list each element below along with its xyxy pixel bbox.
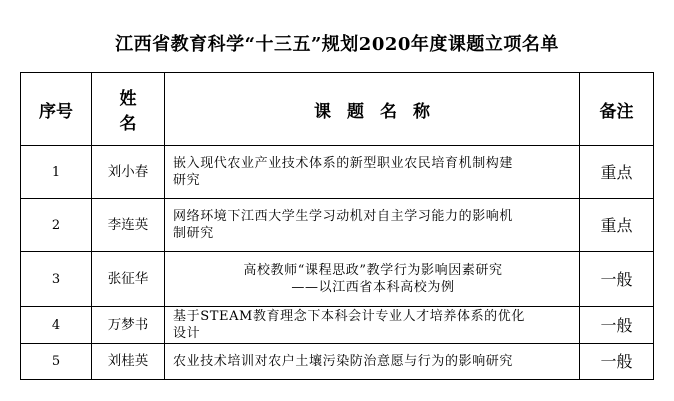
table-row xyxy=(21,344,654,380)
project-title xyxy=(165,344,580,380)
project-title-line2: 制研究 xyxy=(173,226,214,241)
project-title-line2: 研究 xyxy=(173,173,201,188)
project-level: 重点 xyxy=(580,199,654,252)
researcher-name: 张征华 xyxy=(92,252,165,307)
table-header-row xyxy=(21,73,654,146)
header-title: 课题名称 xyxy=(165,73,580,146)
project-level: 一般 xyxy=(580,307,654,344)
researcher-name: 刘桂英 xyxy=(92,344,165,380)
project-title-line1: 嵌入现代农业产业技术体系的新型职业农民培育机制构建 xyxy=(173,156,514,171)
project-title xyxy=(165,252,580,307)
project-level: 一般 xyxy=(580,344,654,380)
project-title-line1: 网络环境下江西大学生学习动机对自主学习能力的影响机 xyxy=(173,209,514,224)
table-row xyxy=(21,307,654,344)
researcher-name: 李连英 xyxy=(92,199,165,252)
row-number: 3 xyxy=(21,252,92,307)
row-number: 2 xyxy=(21,199,92,252)
row-number: 4 xyxy=(21,307,92,344)
page-title: 江西省教育科学“十三五”规划2020年度课题立项名单 xyxy=(115,34,559,55)
project-level: 一般 xyxy=(580,252,654,307)
row-number: 5 xyxy=(21,344,92,380)
researcher-name: 刘小春 xyxy=(92,146,165,199)
header-name: 姓名 xyxy=(92,73,165,146)
table-row xyxy=(21,252,654,307)
table-row xyxy=(21,146,654,199)
project-title-line1: 基于STEAM教育理念下本科会计专业人才培养体系的优化 xyxy=(173,309,525,324)
project-title-line2: 设计 xyxy=(173,326,201,341)
project-list-table xyxy=(20,72,654,380)
project-title-line1: 高校教师“课程思政”教学行为影响因素研究 xyxy=(243,263,503,278)
project-title xyxy=(165,307,580,344)
researcher-name: 万梦书 xyxy=(92,307,165,344)
header-no: 序号 xyxy=(21,73,92,146)
header-note: 备注 xyxy=(580,73,654,146)
project-level: 重点 xyxy=(580,146,654,199)
table-row xyxy=(21,199,654,252)
row-number: 1 xyxy=(21,146,92,199)
project-title-line2: ——以江西省本科高校为例 xyxy=(291,280,455,295)
project-title xyxy=(165,199,580,252)
project-title-line1: 农业技术培训对农户土壤污染防治意愿与行为的影响研究 xyxy=(173,354,514,369)
project-title xyxy=(165,146,580,199)
